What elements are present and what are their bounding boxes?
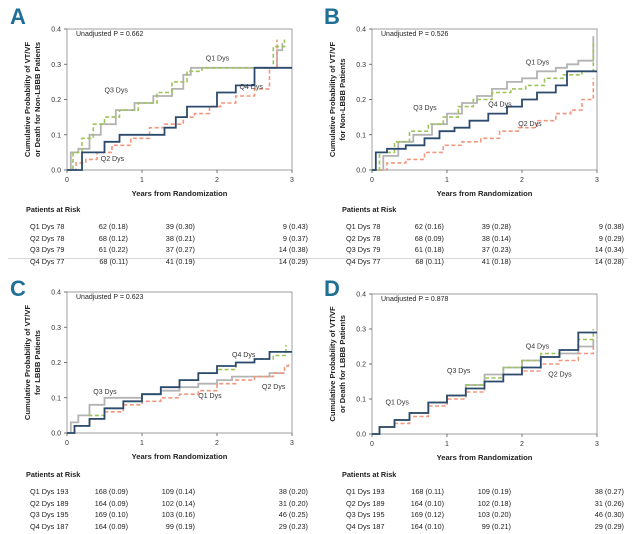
risk-table-cell: 31 (0.26) (594, 498, 624, 508)
risk-table-cell: 9 (0.43) (282, 222, 308, 231)
p-value-label: Unadjusted P = 0.878 (381, 296, 449, 303)
y-axis-label: Cumulative Probability of VT/VF (328, 41, 337, 158)
risk-table-group: Q2 Dys 189 (30, 498, 69, 508)
series-annotation: Q3 Dys (447, 367, 471, 375)
risk-table-cell: 14 (0.38) (278, 245, 308, 254)
risk-table-cell: 168 (0.09) (94, 487, 128, 496)
risk-table-cell: 61 (0.18) (414, 245, 444, 254)
risk-table-cell: 62 (0.16) (414, 222, 444, 231)
series-annotation: Q4 Dys (232, 352, 256, 360)
risk-table-cell: 41 (0.19) (165, 256, 195, 266)
km-panel-c (0, 262, 318, 531)
y-axis-label: for Non-LBBB Patients (338, 58, 347, 141)
risk-table-group: Q2 Dys 78 (30, 233, 65, 243)
risk-table-row (342, 510, 632, 520)
series-annotation: Q2 Dys (262, 383, 286, 391)
y-tick-label: 0.0 (51, 430, 61, 438)
panel-label: D (324, 276, 340, 301)
risk-table-cell: 164 (0.09) (94, 498, 128, 508)
x-tick-label: 2 (520, 441, 524, 448)
series-line-q4 (372, 333, 597, 435)
risk-table-row (26, 499, 316, 509)
risk-table-cell: 164 (0.10) (410, 498, 444, 508)
risk-table-cell: 46 (0.25) (278, 510, 308, 519)
risk-table-row (26, 522, 316, 532)
y-tick-label: 0.3 (356, 61, 366, 69)
risk-table-group: Q4 Dys 187 (30, 521, 69, 531)
risk-table-group: Q1 Dys 193 (30, 487, 69, 496)
km-plot (318, 0, 636, 200)
series-line-q4 (372, 71, 597, 170)
series-line-q2 (372, 78, 593, 170)
risk-table-title: Patients at Risk (26, 470, 81, 479)
risk-table-cell: 29 (0.23) (278, 521, 308, 531)
y-tick-label: 0.1 (356, 396, 366, 404)
risk-table-cell: 164 (0.10) (410, 521, 444, 531)
y-tick-label: 0.3 (356, 326, 366, 334)
risk-table (26, 470, 316, 531)
x-tick-label: 0 (370, 441, 374, 448)
series-line-q2 (67, 40, 277, 170)
y-axis-label: Cumulative Probability of VT/VF (23, 304, 32, 421)
y-tick-label: 0.2 (356, 361, 366, 369)
risk-table (342, 470, 632, 531)
risk-table-group: Q3 Dys 195 (30, 510, 69, 519)
risk-table-cell: 61 (0.22) (98, 245, 128, 254)
series-line-q1 (67, 43, 282, 170)
risk-table-group: Q1 Dys 78 (346, 222, 381, 231)
risk-table-group: Q1 Dys 78 (30, 222, 65, 231)
risk-table-group: Q4 Dys 77 (346, 256, 381, 266)
p-value-label: Unadjusted P = 0.662 (76, 31, 144, 38)
plot-frame (372, 294, 597, 434)
risk-table-group: Q2 Dys 189 (346, 498, 385, 508)
x-axis-label: Years from Randomization (131, 189, 228, 198)
y-axis-label: or Death for Non-LBBB Patients (33, 41, 42, 158)
y-tick-label: 0.1 (356, 132, 366, 140)
risk-table-row (342, 487, 632, 497)
risk-table-cell: 68 (0.11) (415, 256, 444, 266)
risk-table-title: Patients at Risk (342, 470, 397, 479)
risk-table-title: Patients at Risk (342, 205, 397, 214)
risk-table-cell: 14 (0.28) (594, 256, 624, 266)
risk-table-row (342, 234, 632, 244)
series-annotation: Q4 Dys (239, 83, 263, 91)
series-line-q3 (372, 43, 593, 170)
series-line-q2 (67, 363, 288, 434)
x-tick-label: 2 (215, 177, 219, 184)
series-annotation: Q1 Dys (525, 59, 550, 67)
y-tick-label: 0.4 (356, 291, 366, 299)
risk-table-group: Q3 Dys 79 (346, 245, 381, 254)
risk-table-cell: 109 (0.14) (161, 487, 195, 496)
risk-table-cell: 68 (0.11) (99, 256, 128, 266)
y-tick-label: 0.0 (356, 167, 366, 175)
risk-table (26, 205, 316, 266)
risk-table-cell: 31 (0.20) (278, 498, 308, 508)
risk-table-cell: 169 (0.10) (94, 510, 128, 519)
y-tick-label: 0.1 (51, 132, 61, 140)
y-tick-label: 0.1 (51, 395, 61, 403)
series-annotation: Q4 Dys (488, 101, 512, 109)
risk-table-cell: 102 (0.14) (161, 498, 195, 508)
x-tick-label: 3 (290, 177, 294, 184)
series-line-q3 (372, 329, 593, 434)
risk-table-cell: 29 (0.29) (594, 521, 624, 531)
x-tick-label: 1 (445, 441, 449, 448)
risk-table-group: Q2 Dys 78 (346, 233, 381, 243)
x-tick-label: 0 (65, 440, 69, 447)
panel-label: B (324, 4, 340, 29)
km-panel-b (318, 0, 636, 266)
x-tick-label: 1 (140, 177, 144, 184)
risk-table-group: Q4 Dys 77 (30, 256, 65, 266)
risk-table-cell: 39 (0.30) (165, 222, 195, 231)
x-tick-label: 0 (65, 177, 69, 184)
risk-table-title: Patients at Risk (26, 205, 81, 214)
y-axis-label: or Death for LBBB Patients (338, 315, 347, 413)
risk-table-cell: 9 (0.29) (598, 233, 624, 243)
risk-table-cell: 46 (0.30) (594, 510, 624, 519)
x-tick-label: 2 (215, 440, 219, 447)
risk-table-cell: 169 (0.12) (410, 510, 444, 519)
km-panel-a (0, 0, 318, 266)
x-axis-label: Years from Randomization (131, 452, 228, 461)
km-plot (0, 262, 318, 462)
series-annotation: Q1 Dys (198, 392, 222, 400)
x-tick-label: 2 (520, 177, 524, 184)
risk-table-cell: 39 (0.28) (481, 222, 511, 231)
x-tick-label: 3 (290, 440, 294, 447)
risk-table-row (342, 522, 632, 532)
y-axis-label: for LBBB Patients (33, 330, 42, 395)
risk-table-cell: 102 (0.18) (477, 498, 511, 508)
risk-table-cell: 68 (0.12) (98, 233, 128, 243)
risk-table-group: Q1 Dys 193 (346, 487, 385, 496)
risk-table-cell: 9 (0.37) (282, 233, 308, 243)
risk-table (342, 205, 632, 266)
risk-table-cell: 103 (0.20) (477, 510, 511, 519)
y-tick-label: 0.4 (51, 289, 61, 297)
risk-table-row (26, 487, 316, 497)
y-tick-label: 0.4 (51, 26, 61, 34)
risk-table-cell: 168 (0.11) (411, 487, 444, 496)
series-line-q1 (372, 36, 593, 170)
risk-table-cell: 99 (0.21) (481, 521, 511, 531)
risk-table-cell: 41 (0.18) (481, 256, 511, 266)
risk-table-row (26, 245, 316, 255)
plot-frame (67, 29, 292, 170)
panel-label: A (10, 4, 26, 29)
risk-table-cell: 68 (0.09) (414, 233, 444, 243)
y-tick-label: 0.2 (51, 97, 61, 104)
risk-table-cell: 37 (0.27) (165, 245, 195, 254)
series-annotation: Q4 Dys (525, 343, 550, 351)
km-panel-d (318, 262, 636, 531)
risk-table-row (26, 234, 316, 244)
x-tick-label: 0 (370, 177, 374, 184)
risk-table-cell: 37 (0.23) (481, 245, 511, 254)
y-tick-label: 0.0 (356, 431, 366, 439)
x-tick-label: 1 (445, 177, 449, 184)
risk-table-cell: 99 (0.19) (165, 521, 195, 531)
risk-table-cell: 103 (0.16) (161, 510, 195, 519)
risk-table-group: Q3 Dys 79 (30, 245, 65, 254)
y-tick-label: 0.2 (51, 360, 61, 367)
plot-frame (67, 292, 292, 433)
y-tick-label: 0.2 (356, 97, 366, 104)
risk-table-row (342, 245, 632, 255)
risk-table-cell: 14 (0.34) (594, 245, 624, 254)
risk-table-cell: 109 (0.19) (477, 487, 511, 496)
risk-table-cell: 38 (0.14) (481, 233, 511, 243)
series-annotation: Q3 Dys (104, 87, 128, 95)
y-axis-label: Cumulative Probability of VT/VF (23, 41, 32, 158)
series-line-q1 (67, 373, 285, 433)
series-annotation: Q2 Dys (548, 371, 572, 379)
risk-table-cell: 38 (0.20) (278, 487, 308, 496)
km-plot (0, 0, 318, 200)
x-tick-label: 3 (595, 177, 599, 184)
series-annotation: Q1 Dys (205, 55, 230, 63)
series-annotation: Q3 Dys (93, 389, 117, 397)
risk-table-row (342, 499, 632, 509)
risk-table-group: Q3 Dys 195 (346, 510, 385, 519)
panel-label: C (10, 276, 26, 301)
y-axis-label: Cumulative Probability of VT/VF (328, 306, 337, 422)
risk-table-row (342, 222, 632, 232)
risk-table-group: Q4 Dys 187 (346, 521, 385, 531)
km-plot (318, 262, 636, 462)
x-tick-label: 1 (140, 440, 144, 447)
x-tick-label: 3 (595, 441, 599, 448)
risk-table-cell: 164 (0.09) (94, 521, 128, 531)
risk-table-cell: 38 (0.27) (594, 487, 624, 496)
series-annotation: Q2 Dys (518, 120, 542, 128)
series-line-q3 (67, 40, 285, 170)
x-axis-label: Years from Randomization (436, 453, 533, 462)
risk-table-cell: 9 (0.38) (598, 222, 624, 231)
p-value-label: Unadjusted P = 0.623 (76, 294, 144, 301)
series-annotation: Q3 Dys (413, 105, 437, 113)
series-annotation: Q2 Dys (100, 156, 125, 164)
risk-table-cell: 62 (0.18) (98, 222, 128, 231)
risk-table-cell: 14 (0.29) (278, 256, 308, 266)
y-tick-label: 0.3 (51, 324, 61, 332)
y-tick-label: 0.4 (356, 26, 366, 34)
risk-table-row (26, 510, 316, 520)
y-tick-label: 0.3 (51, 61, 61, 69)
x-axis-label: Years from Randomization (436, 189, 533, 198)
risk-table-cell: 38 (0.21) (165, 233, 195, 243)
y-tick-label: 0.0 (51, 167, 61, 175)
p-value-label: Unadjusted P = 0.526 (381, 31, 449, 38)
series-annotation: Q1 Dys (385, 399, 409, 407)
risk-table-row (26, 222, 316, 232)
